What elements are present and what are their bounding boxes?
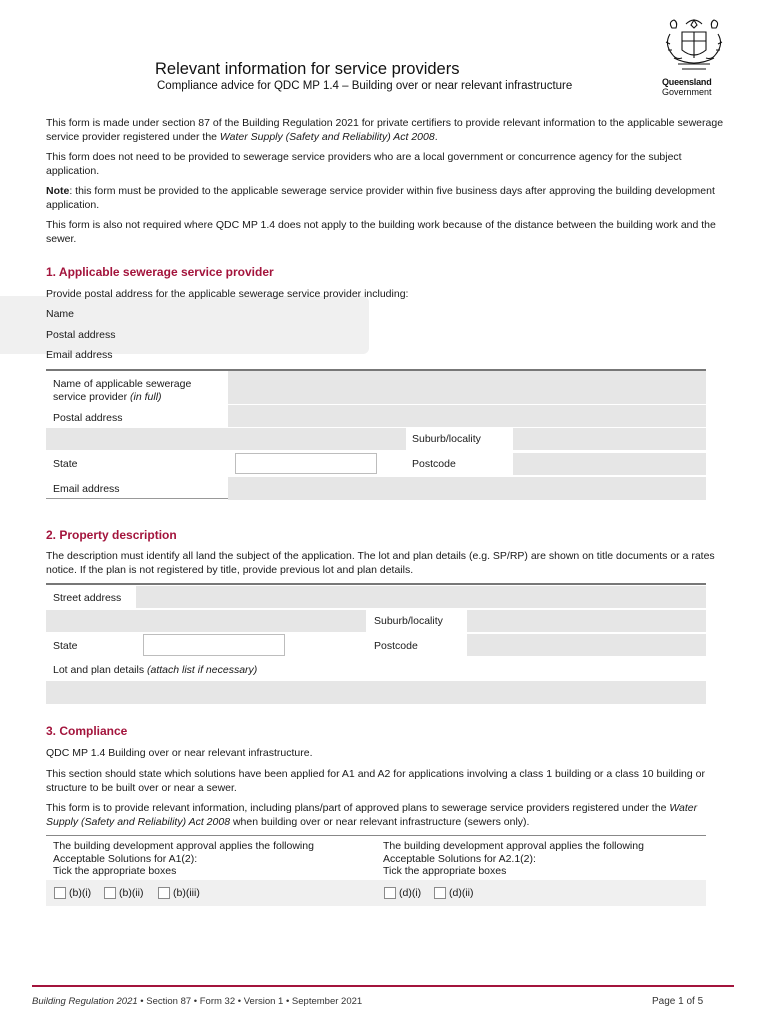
compliance-checklist [46,835,706,903]
a2-instructions: The building development approval applies the following Acceptable Solutions for A2.1(2): Tick the appropriate boxes [383,840,644,877]
list-item: Name [46,308,75,320]
provider-name-field[interactable] [228,371,706,404]
page-title: Relevant information for service providers [155,60,460,78]
street-address-field[interactable] [136,586,706,608]
provider-name-label: Name of applicable sewerage service provider (in full) [46,373,228,403]
logo-wordmark: Queensland [662,77,712,87]
intro-note: Note: this form must be provided to the applicable sewerage service provider within five business days after approving the building development application. [46,185,715,211]
intro-paragraph-2: This form does not need to be provided to sewerage service providers who are a local government or concurrence agency for the subject application. [46,151,682,177]
list-item: Postal address [46,329,116,341]
intro-paragraph-1: This form is made under section 87 of the Building Regulation 2021 for private certifiers to provide relevant information to the applicable sewerage service provider registered under the Water Supply (Safety and Reliability) Act 2008. [46,117,724,143]
section-3-paragraph-3: This form is to provide relevant information, including plans/part of approved plans to sewerage service providers registered under the Water Supply (Safety and Reliability) Act 2008 when building over or near relevant infrastructure (sewers only). [46,802,698,828]
email-field[interactable] [228,477,706,500]
checkbox-d-ii[interactable] [434,887,446,899]
street-address-label: Street address [53,592,122,604]
footer-reference: Building Regulation 2021 • Section 87 • Form 32 • Version 1 • September 2021 [32,996,363,1007]
suburb-label: Suburb/locality [412,433,481,445]
guidance-panel [0,296,369,354]
checkbox-b-iii-label: (b)(iii) [173,887,200,899]
street-address-line-2-field[interactable] [46,610,366,632]
logo-subword: Government [662,87,712,96]
checkbox-b-i-label: (b)(i) [69,887,92,899]
postal-address-label: Postal address [46,407,228,430]
postcode-field[interactable] [467,634,706,656]
footer-divider [32,985,734,987]
section-2-heading: 2. Property description [46,528,177,542]
suburb-label: Suburb/locality [374,615,443,627]
service-provider-form [46,369,706,499]
postcode-field[interactable] [513,453,706,475]
section-3-heading: 3. Compliance [46,724,128,738]
postcode-label: Postcode [412,458,456,470]
checkbox-d-i[interactable] [384,887,396,899]
property-form [46,583,706,704]
section-3-paragraph-2: This section should state which solutions have been applied for A1 and A2 for applications involving a class 1 building or a class 10 building or structure to be built over or near a sewer. [46,768,705,794]
state-select[interactable] [143,634,285,656]
checkbox-b-ii-label: (b)(ii) [119,887,144,899]
coat-of-arms-icon [660,14,728,76]
postcode-label: Postcode [374,640,418,652]
suburb-field[interactable] [513,428,706,450]
page-subtitle: Compliance advice for QDC MP 1.4 – Building over or near relevant infrastructure [157,80,573,92]
suburb-field[interactable] [467,610,706,632]
checkbox-b-ii[interactable] [104,887,116,899]
postal-address-line-2-field[interactable] [46,428,406,450]
email-label: Email address [53,483,120,495]
lot-plan-label: Lot and plan details (attach list if necessary) [53,664,258,676]
checkbox-b-i[interactable] [54,887,66,899]
list-item: Email address [46,349,113,361]
section-3-paragraph-1: QDC MP 1.4 Building over or near relevant infrastructure. [46,747,313,759]
a1-instructions: The building development approval applies the following Acceptable Solutions for A1(2): Tick the appropriate boxes [53,840,314,877]
section-2-instruction: The description must identify all land the subject of the application. The lot and plan details (e.g. SP/RP) are shown on title documents or a rates notice. If the plan is not registered by title, provide previous lot and plan details. [46,550,715,576]
page-number: Page 1 of 5 [652,996,704,1007]
postal-address-field[interactable] [228,405,706,427]
queensland-government-logo [660,14,728,96]
checkbox-d-i-label: (d)(i) [399,887,422,899]
state-label: State [53,458,78,470]
checkbox-d-ii-label: (d)(ii) [449,887,474,899]
section-1-heading: 1. Applicable sewerage service provider [46,265,274,279]
section-1-instruction: Provide postal address for the applicable sewerage service provider including: [46,288,409,300]
checkbox-row [46,880,706,906]
state-select[interactable] [235,453,377,474]
state-label: State [53,640,78,652]
intro-paragraph-4: This form is also not required where QDC MP 1.4 does not apply to the building work because of the distance between the building work and the sewer. [46,219,716,245]
lot-plan-field[interactable] [46,681,706,704]
checkbox-b-iii[interactable] [158,887,170,899]
